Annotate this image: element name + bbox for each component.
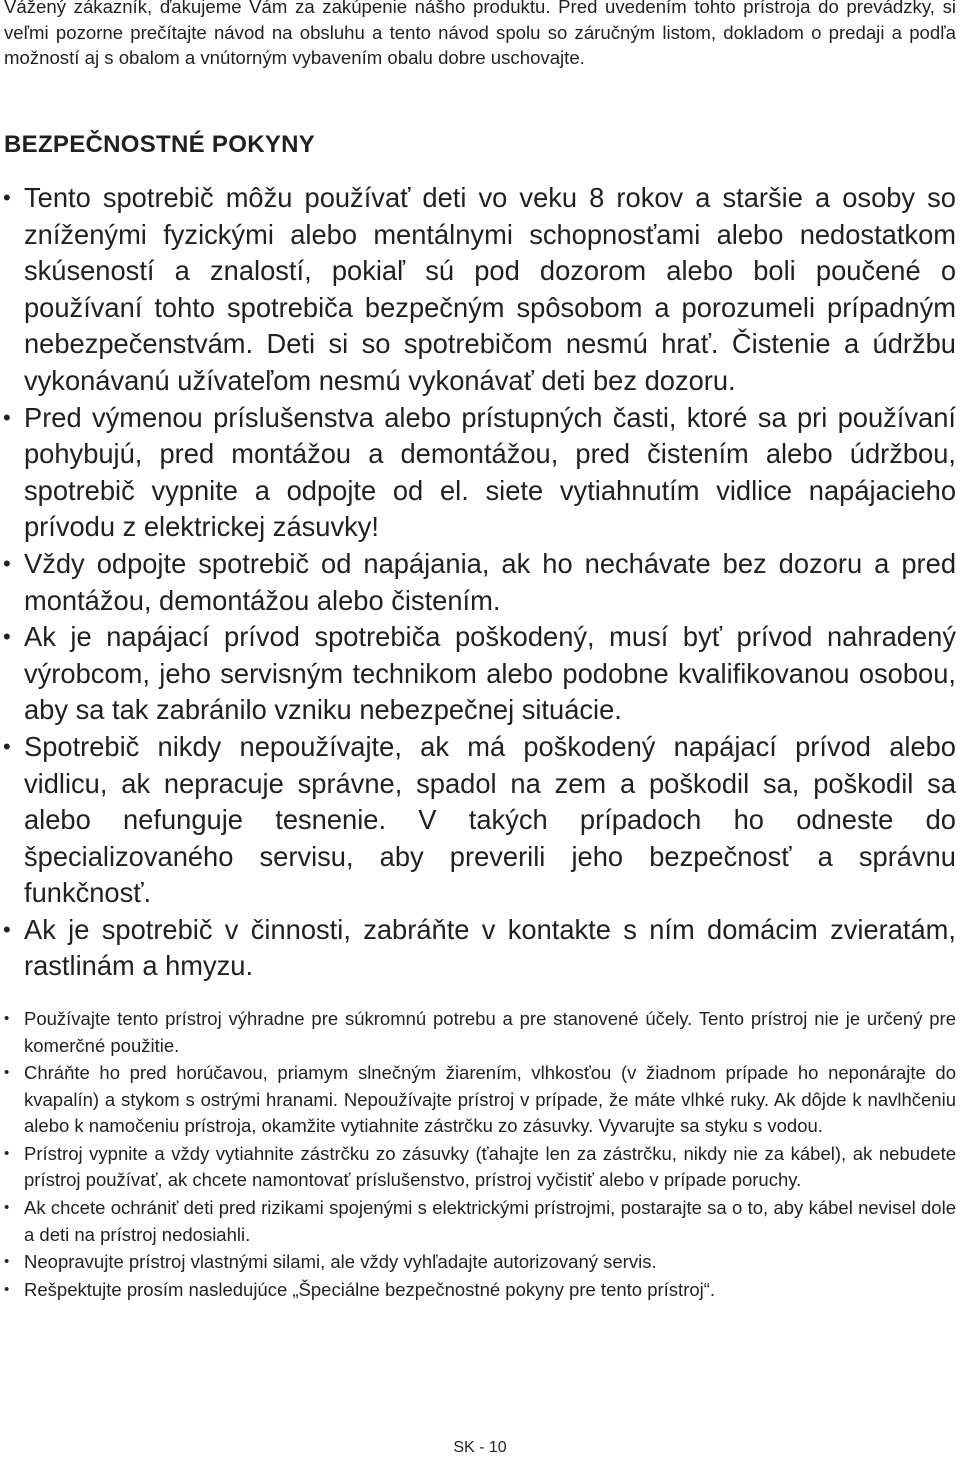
safety-item: • Ak je spotrebič v činnosti, zabráňte v kontakte s ním domácim zvieratám, rastlinám a hmyzu. xyxy=(0,912,960,985)
safety-item: • Tento spotrebič môžu používať deti vo veku 8 rokov a staršie a osoby so zníženými fyzickými alebo mentálnymi schopnosťami alebo nedostatkom skúseností a znalostí, pokiaľ sú pod dozorom alebo boli poučené o používaní tohto spotrebiča bezpečným spôsobom a porozumeli prípadným nebezpečenstvám. Deti si so spotrebičom nesmú hrať. Čistenie a údržbu vykonávanú užívateľom nesmú vykonávať deti bez dozoru. xyxy=(0,180,960,400)
safety-note: • Neopravujte prístroj vlastnými silami, ale vždy vyhľadajte autorizovaný servis. xyxy=(0,1249,960,1276)
safety-note: • Chráňte ho pred horúčavou, priamym slnečným žiarením, vlhkosťou (v žiadnom prípade ho neponárajte do kvapalín) a stykom s ostrými hranami. Nepoužívajte prístroj v prípade, že máte vlhké ruky. Ak dôjde k navlhčeniu alebo k namočeniu prístroja, okamžite vytiahnite zástrčku zo zásuvky. Vyvarujte sa styku s vodou. xyxy=(0,1060,960,1140)
safety-item: • Pred výmenou príslušenstva alebo prístupných časti, ktoré sa pri používaní pohybujú, pred montážou a demontážou, pred čistením alebo údržbou, spotrebič vypnite a odpojte od el. siete vytiahnutím vidlice napájacieho prívodu z elektrickej zásuvky! xyxy=(0,400,960,546)
safety-list-main xyxy=(0,180,960,985)
intro-paragraph: Vážený zákazník, ďakujeme Vám za zakúpenie nášho produktu. Pred uvedením tohto prístroja do prevádzky, si veľmi pozorne prečítajte návod na obsluhu a tento návod spolu so záručným listom, dokladom o predaji a podľa možností aj s obalom a vnútorným vybavením obalu dobre uschovajte. xyxy=(4,0,956,68)
safety-list-additional xyxy=(0,1006,960,1305)
safety-item: • Spotrebič nikdy nepoužívajte, ak má poškodený napájací prívod alebo vidlicu, ak nepracuje správne, spadol na zem a poškodil sa, poškodil sa alebo nefunguje tesnenie. V takých prípadoch ho odneste do špecializovaného servisu, aby preverili jeho bezpečnosť a správnu funkčnosť. xyxy=(0,729,960,912)
section-heading: BEZPEČNOSTNÉ POKYNY xyxy=(4,131,316,158)
page-number: SK - 10 xyxy=(453,1439,507,1456)
safety-item: • Vždy odpojte spotrebič od napájania, ak ho nechávate bez dozoru a pred montážou, demontážou alebo čistením. xyxy=(0,546,960,619)
safety-note: • Prístroj vypnite a vždy vytiahnite zástrčku zo zásuvky (ťahajte len za zástrčku, nikdy nie za kábel), ak nebudete prístroj používať, ak chcete namontovať príslušenstvo, prístroj vyčistiť alebo v prípade poruchy. xyxy=(0,1141,960,1194)
safety-item: • Ak je napájací prívod spotrebiča poškodený, musí byť prívod nahradený výrobcom, jeho servisným technikom alebo podobne kvalifikovanou osobou, aby sa tak zabránilo vzniku nebezpečnej situácie. xyxy=(0,619,960,729)
safety-note: • Rešpektujte prosím nasledujúce „Špeciálne bezpečnostné pokyny pre tento prístroj“. xyxy=(0,1277,960,1304)
safety-note: • Používajte tento prístroj výhradne pre súkromnú potrebu a pre stanovené účely. Tento prístroj nie je určený pre komerčné použitie. xyxy=(0,1006,960,1059)
safety-note: • Ak chcete ochrániť deti pred rizikami spojenými s elektrickými prístrojmi, postarajte sa o to, aby kábel nevisel dole a deti na prístroj nedosiahli. xyxy=(0,1195,960,1248)
